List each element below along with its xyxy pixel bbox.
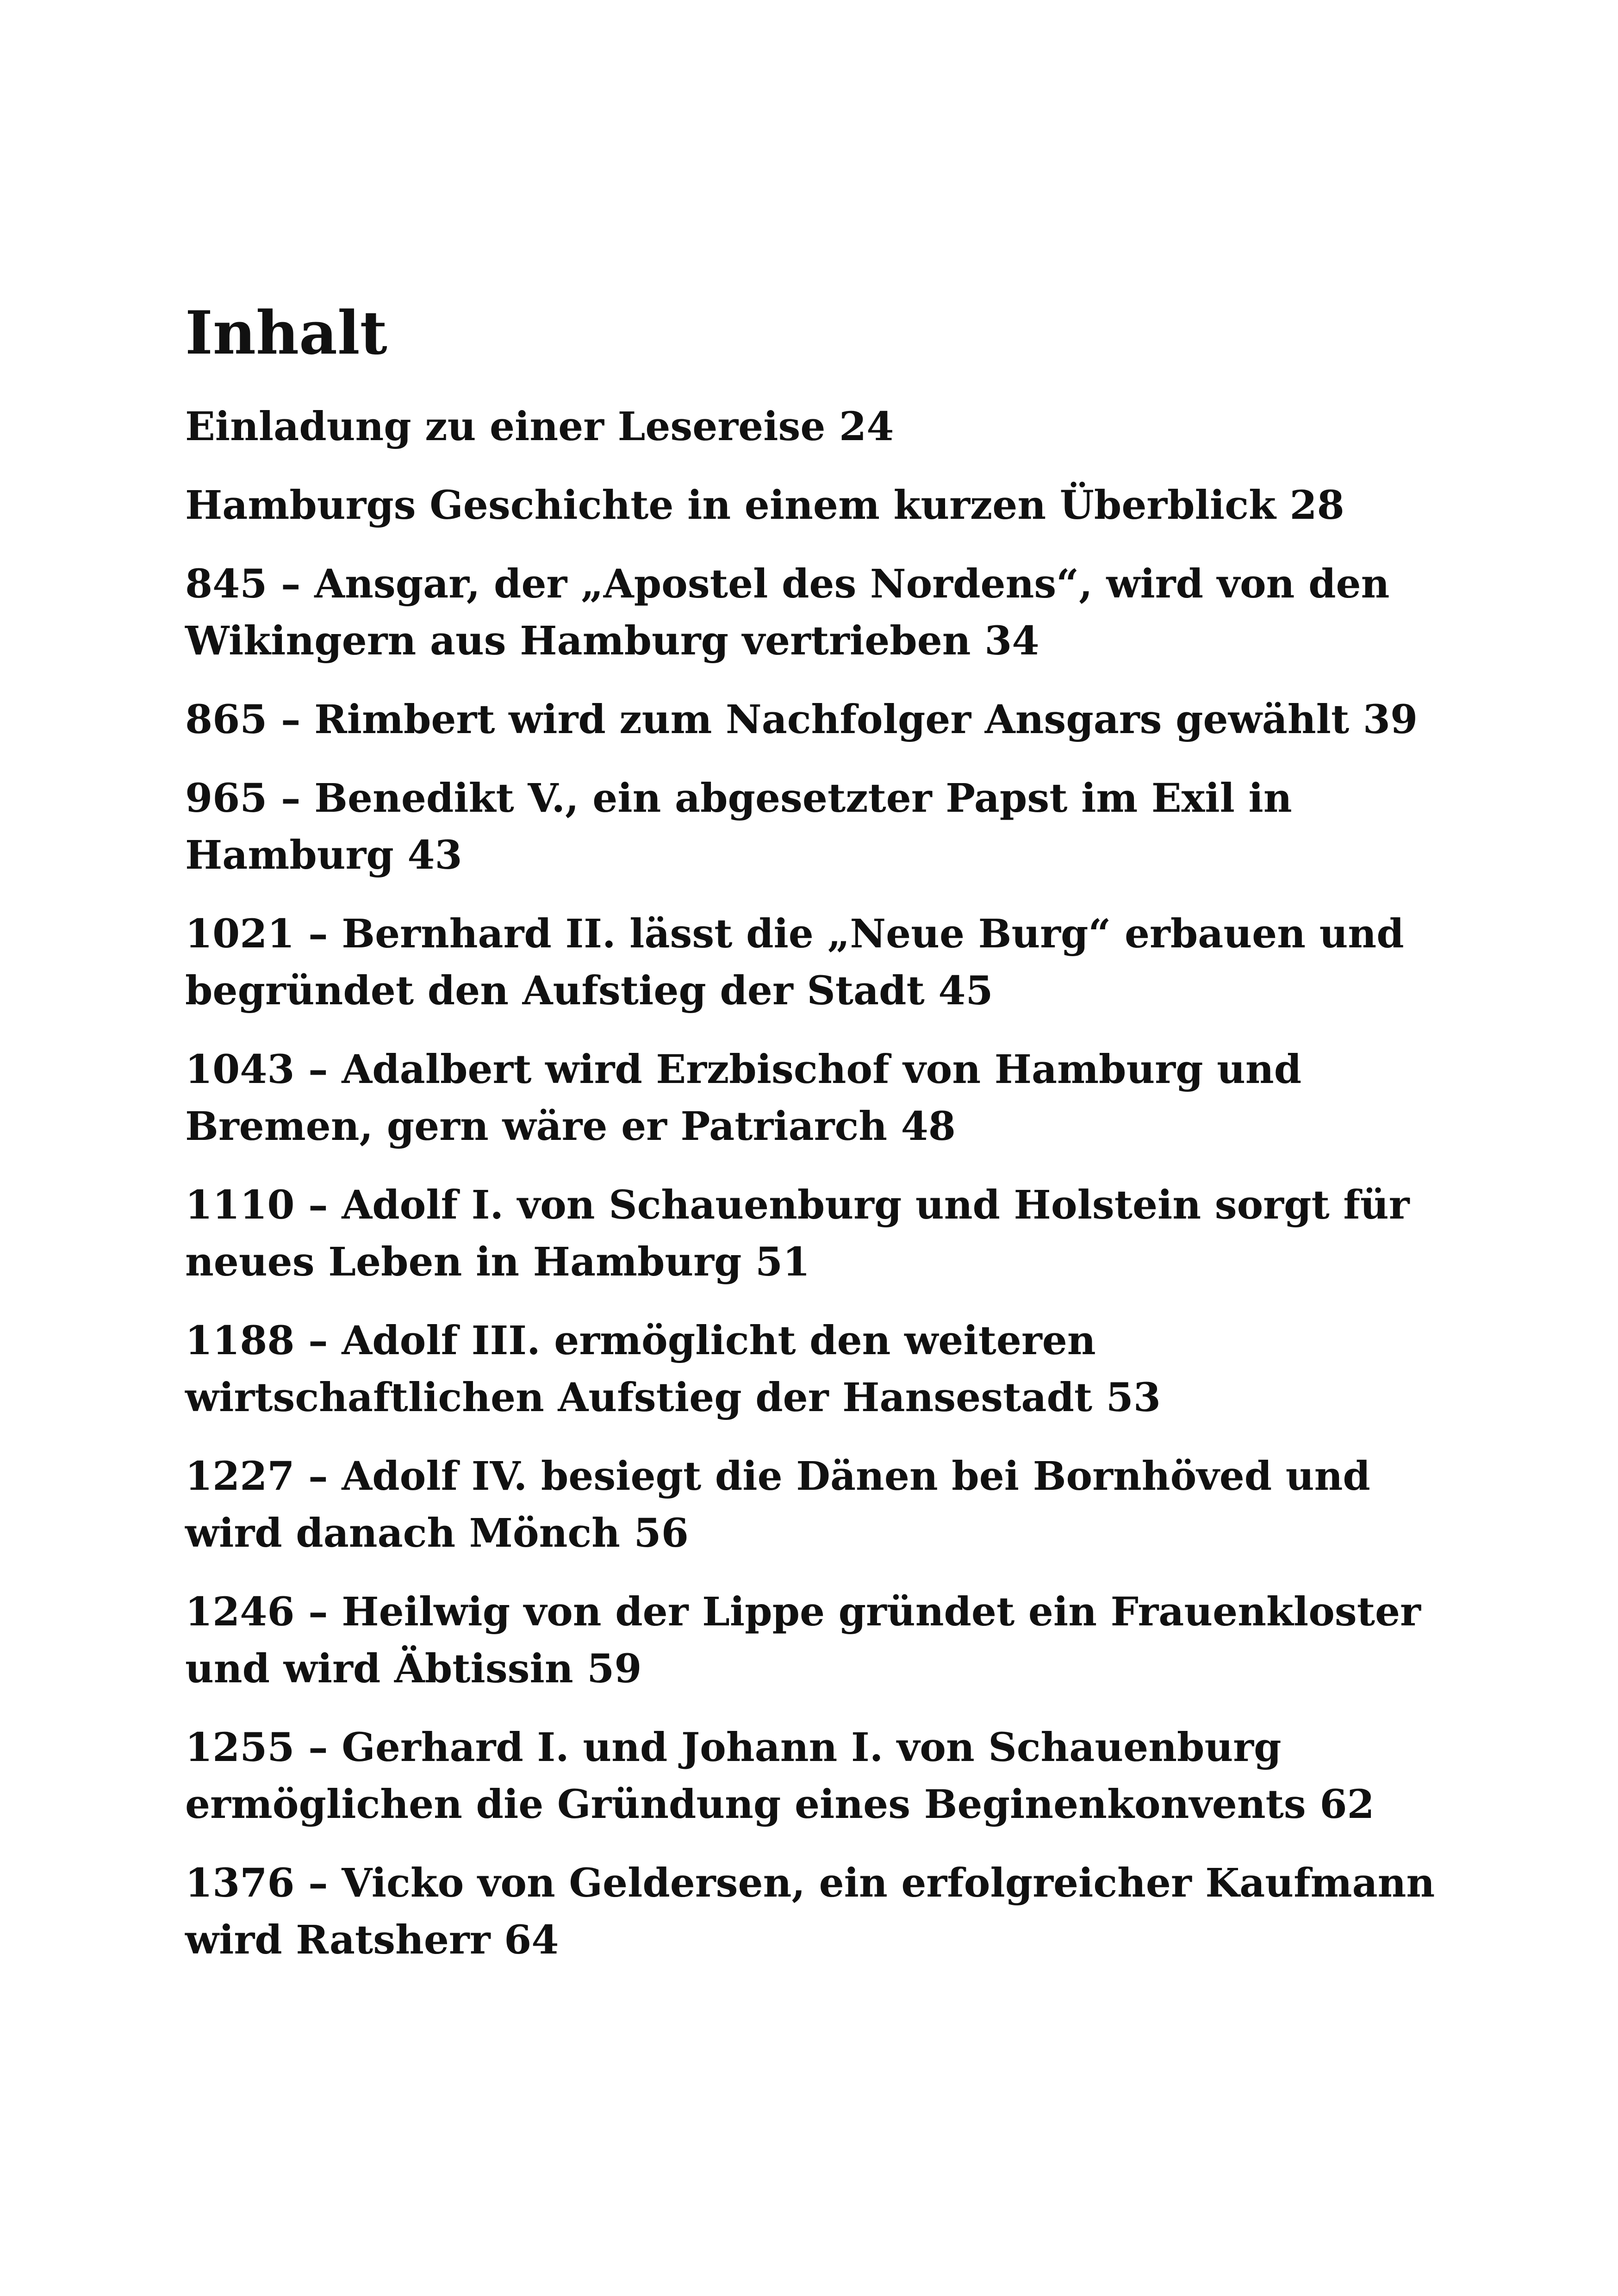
toc-entry-page: 56 — [634, 1510, 689, 1556]
toc-entry-page: 45 — [938, 967, 993, 1014]
toc-page — [185, 301, 1462, 1991]
toc-entry-text: 1227 – Adolf IV. besiegt die Dänen bei Bornhöved und wird danach Mönch — [185, 1453, 1370, 1556]
toc-entry — [185, 691, 1462, 748]
toc-entry-text: 1043 – Adalbert wird Erzbischof von Hamburg und Bremen, gern wäre er Patriarch — [185, 1046, 1302, 1150]
toc-entry-text: 1246 – Heilwig von der Lippe gründet ein Frauenkloster und wird Äbtissin — [185, 1588, 1421, 1692]
toc-entry-page: 43 — [407, 832, 462, 878]
toc-entry-page: 48 — [901, 1103, 956, 1150]
toc-entry — [185, 770, 1462, 884]
toc-entry-text: 1376 – Vicko von Geldersen, ein erfolgreicher Kaufmann wird Ratsherr — [185, 1860, 1435, 1963]
toc-entry — [185, 398, 1462, 455]
toc-entry-text: 1255 – Gerhard I. und Johann I. von Schauenburg ermöglichen die Gründung eines Beginenkonvents — [185, 1724, 1306, 1828]
toc-entry-text: Einladung zu einer Lesereise — [185, 403, 826, 450]
toc-entry-text: 1110 – Adolf I. von Schauenburg und Holstein sorgt für neues Leben in Hamburg — [185, 1182, 1410, 1285]
toc-entry-page: 24 — [839, 403, 894, 450]
page-title: Inhalt — [185, 299, 387, 368]
toc-entry-text: Hamburgs Geschichte in einem kurzen Überblick — [185, 482, 1276, 529]
toc-list — [185, 398, 1462, 1969]
toc-entry — [185, 1448, 1462, 1562]
toc-entry — [185, 477, 1462, 534]
toc-entry-page: 51 — [755, 1238, 810, 1285]
toc-entry — [185, 906, 1462, 1020]
toc-entry-page: 62 — [1319, 1781, 1375, 1828]
toc-entry-page: 64 — [504, 1916, 559, 1963]
toc-entry — [185, 1855, 1462, 1969]
toc-entry — [185, 1584, 1462, 1698]
toc-entry-page: 34 — [984, 617, 1039, 664]
toc-entry-text: 1188 – Adolf III. ermöglicht den weiteren wirtschaftlichen Aufstieg der Hansestadt — [185, 1317, 1096, 1421]
toc-entry-page: 28 — [1289, 482, 1344, 529]
toc-entry — [185, 1177, 1462, 1291]
toc-entry-text: 965 – Benedikt V., ein abgesetzter Papst im Exil in Hamburg — [185, 775, 1292, 878]
toc-entry — [185, 556, 1462, 670]
toc-entry-page: 39 — [1363, 696, 1418, 743]
toc-entry-page: 53 — [1106, 1374, 1161, 1421]
toc-entry-text: 1021 – Bernhard II. lässt die „Neue Burg“ erbauen und begründet den Aufstieg der Stadt — [185, 910, 1404, 1014]
toc-entry-text: 865 – Rimbert wird zum Nachfolger Ansgars gewählt — [185, 696, 1350, 743]
toc-entry — [185, 1313, 1462, 1426]
toc-entry-text: 845 – Ansgar, der „Apostel des Nordens“, wird von den Wikingern aus Hamburg vertrieben — [185, 560, 1390, 664]
toc-entry — [185, 1041, 1462, 1155]
toc-entry-page: 59 — [587, 1645, 642, 1692]
toc-entry — [185, 1719, 1462, 1833]
